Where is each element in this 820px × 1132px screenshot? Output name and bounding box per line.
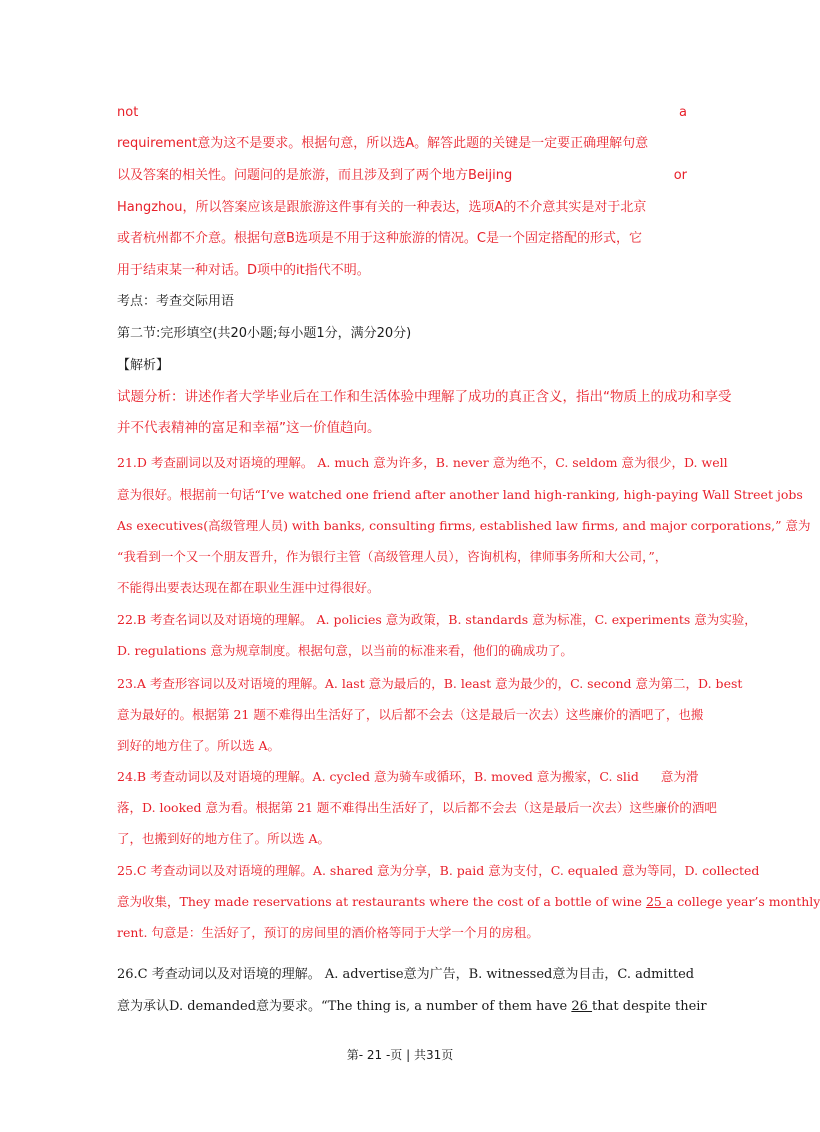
text-line: 26.C 考查动词以及对语境的理解。 A. advertise意为广告，B. witnessed意为目击，C. admitted: [117, 967, 695, 982]
text-line: 25.C 考查动词以及对语境的理解。A. shared 意为分享，B. paid 意为支付，C. equaled 意为等同，D. collected: [117, 863, 760, 878]
text-line: requirement意为这不是要求。根据句意，所以选A。解答此题的关键是一定要正确理解句意: [117, 136, 649, 151]
kaodian-label: 考点：考查交际用语: [117, 294, 235, 309]
blank-25: 25: [645, 894, 666, 909]
text-fragment: 意为承认D. demanded意为要求。“The thing is, a number of them have: [117, 999, 572, 1014]
text-fragment: 以及答案的相关性。问题问的是旅游，而且涉及到了两个地方Beijing: [117, 168, 513, 183]
text-fragment: 24.B 考查动词以及对语境的理解。A. cycled 意为骑车或循环，B. moved 意为搬家，C. slid: [117, 769, 639, 784]
text-fragment: that despite their: [592, 999, 707, 1014]
text-line: 21.D 考查副词以及对语境的理解。 A. much 意为许多，B. never 意为绝不，C. seldom 意为很少，D. well: [117, 455, 728, 470]
text-line: [117, 167, 687, 185]
text-fragment: 意为收集，They made reservations at restaurants where the cost of a bottle of wine: [117, 894, 646, 909]
text-fragment: a: [679, 105, 687, 120]
jiexi-heading: 【解析】: [117, 358, 170, 373]
text-line: [117, 104, 687, 122]
text-line: 用于结束某一种对话。D项中的it指代不明。: [117, 263, 370, 278]
text-fragment: 意为滑: [660, 769, 699, 784]
text-line: 落，D. looked 意为看。根据第 21 题不难得出生活好了，以后都不会去（这是最后一次去）这些廉价的酒吧: [117, 800, 717, 815]
text-line: 意为很好。根据前一句话“I’ve watched one friend after another land high-ranking, high-paying Wall Street jobs: [117, 487, 803, 502]
text-fragment: or: [673, 168, 687, 183]
text-line: 不能得出要表达现在都在职业生涯中过得很好。: [117, 580, 380, 595]
text-line: 了，也搬到好的地方住了。所以选 A。: [117, 831, 331, 846]
text-line: 意为最好的。根据第 21 题不难得出生活好了，以后都不会去（这是最后一次去）这些廉价的酒吧了，也搬: [117, 707, 704, 722]
text-fragment: a college year’s monthly: [665, 894, 820, 909]
text-line: [117, 998, 707, 1016]
page-footer: 第- 21 -页 | 共31页: [346, 1048, 454, 1062]
text-line: Hangzhou，所以答案应该是跟旅游这件事有关的一种表达，选项A的不介意其实是对于北京: [117, 200, 647, 215]
blank-26: 26: [571, 999, 593, 1014]
text-line: 试题分析：讲述作者大学毕业后在工作和生活体验中理解了成功的真正含义，指出“物质上的成功和享受: [117, 389, 732, 405]
text-line: 或者杭州都不介意。根据句意B选项是不用于这种旅游的情况。C是一个固定搭配的形式，它: [117, 231, 642, 246]
text-line: 23.A 考查形容词以及对语境的理解。A. last 意为最后的，B. least 意为最少的，C. second 意为第二，D. best: [117, 676, 743, 691]
section-title: 第二节:完形填空(共20小题;每小题1分，满分20分): [117, 326, 412, 341]
text-line: [117, 768, 767, 786]
text-line: 并不代表精神的富足和幸福”这一价值趋向。: [117, 420, 381, 436]
text-line: As executives(高级管理人员) with banks, consulting firms, established law firms, and major corporations,” 意为: [117, 518, 811, 533]
text-line: rent. 句意是：生活好了，预订的房间里的酒价格等同于大学一个月的房租。: [117, 925, 539, 940]
text-fragment: not: [117, 105, 139, 120]
text-line: D. regulations 意为规章制度。根据句意，以当前的标准来看，他们的确成功了。: [117, 643, 573, 658]
text-line: [117, 893, 820, 911]
text-line: 到好的地方住了。所以选 A。: [117, 738, 281, 753]
text-line: 22.B 考查名词以及对语境的理解。 A. policies 意为政策，B. standards 意为标准，C. experiments 意为实验，: [117, 612, 757, 627]
text-line: “我看到一个又一个朋友晋升，作为银行主管（高级管理人员），咨询机构，律师事务所和大公司，”，: [117, 549, 668, 564]
